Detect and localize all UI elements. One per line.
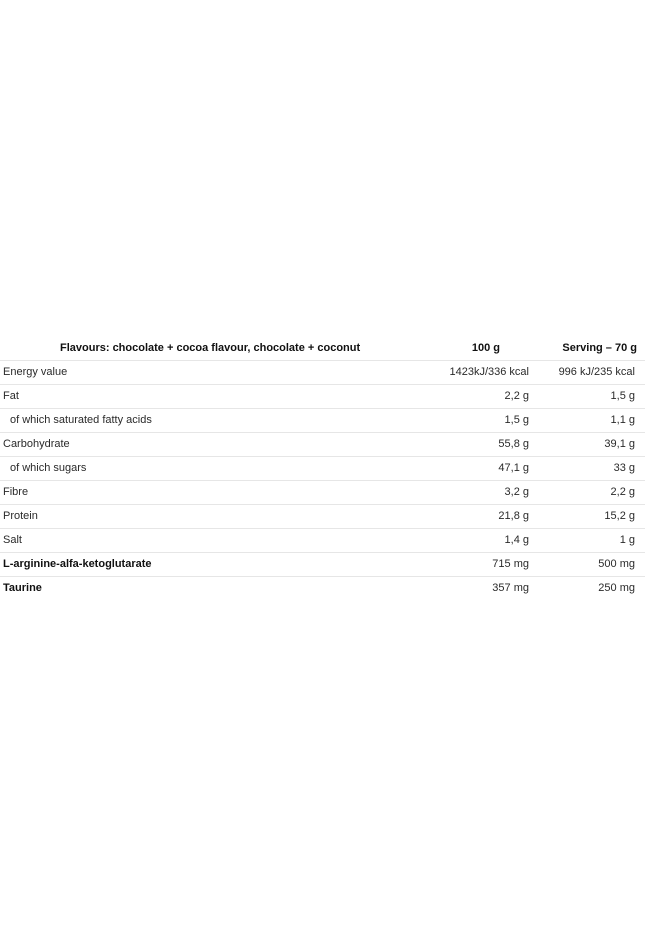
nutrient-name: Taurine xyxy=(3,582,42,594)
table-row xyxy=(0,361,645,385)
value-per-serving: 1,5 g xyxy=(545,385,645,409)
value-per-100g: 1423kJ/336 kcal xyxy=(438,361,545,385)
table-row xyxy=(0,553,645,577)
value-per-100g: 357 mg xyxy=(492,582,529,594)
value-per-serving: 1,1 g xyxy=(545,409,645,433)
nutrient-name: Salt xyxy=(0,529,438,553)
value-per-serving: 250 mg xyxy=(598,582,635,594)
nutrient-name: Fibre xyxy=(0,481,438,505)
value-per-serving: 15,2 g xyxy=(545,505,645,529)
header-row xyxy=(0,337,645,361)
table-row xyxy=(0,529,645,553)
value-per-100g: 47,1 g xyxy=(438,457,545,481)
nutrient-name: Energy value xyxy=(0,361,438,385)
nutrient-name: Carbohydrate xyxy=(0,433,438,457)
nutrient-name: Fat xyxy=(0,385,438,409)
value-per-100g: 55,8 g xyxy=(438,433,545,457)
value-per-serving: 39,1 g xyxy=(545,433,645,457)
table-row xyxy=(0,505,645,529)
nutrition-table xyxy=(0,337,645,600)
value-per-serving: 1 g xyxy=(545,529,645,553)
nutrient-name: of which saturated fatty acids xyxy=(0,409,438,433)
nutrient-name: of which sugars xyxy=(0,457,438,481)
table-row xyxy=(0,577,645,601)
nutrient-name: L-arginine-alfa-ketoglutarate xyxy=(0,553,438,577)
table-row xyxy=(0,433,645,457)
value-per-serving: 996 kJ/235 kcal xyxy=(545,361,645,385)
table-row xyxy=(0,457,645,481)
table-row xyxy=(0,481,645,505)
value-per-100g: 3,2 g xyxy=(438,481,545,505)
header-per-100g: 100 g xyxy=(438,337,545,361)
table-header xyxy=(0,337,645,361)
table-body xyxy=(0,361,645,601)
table-row xyxy=(0,409,645,433)
value-per-100g: 21,8 g xyxy=(438,505,545,529)
value-per-100g: 2,2 g xyxy=(438,385,545,409)
value-per-100g: 1,5 g xyxy=(438,409,545,433)
value-per-serving: 500 mg xyxy=(545,553,645,577)
value-per-serving: 2,2 g xyxy=(545,481,645,505)
value-per-100g: 1,4 g xyxy=(438,529,545,553)
table-row xyxy=(0,385,645,409)
value-per-100g: 715 mg xyxy=(438,553,545,577)
value-per-serving: 33 g xyxy=(545,457,645,481)
header-flavours: Flavours: chocolate + cocoa flavour, chocolate + coconut xyxy=(0,337,438,361)
nutrient-name: Protein xyxy=(0,505,438,529)
header-per-serving: Serving – 70 g xyxy=(545,337,645,361)
